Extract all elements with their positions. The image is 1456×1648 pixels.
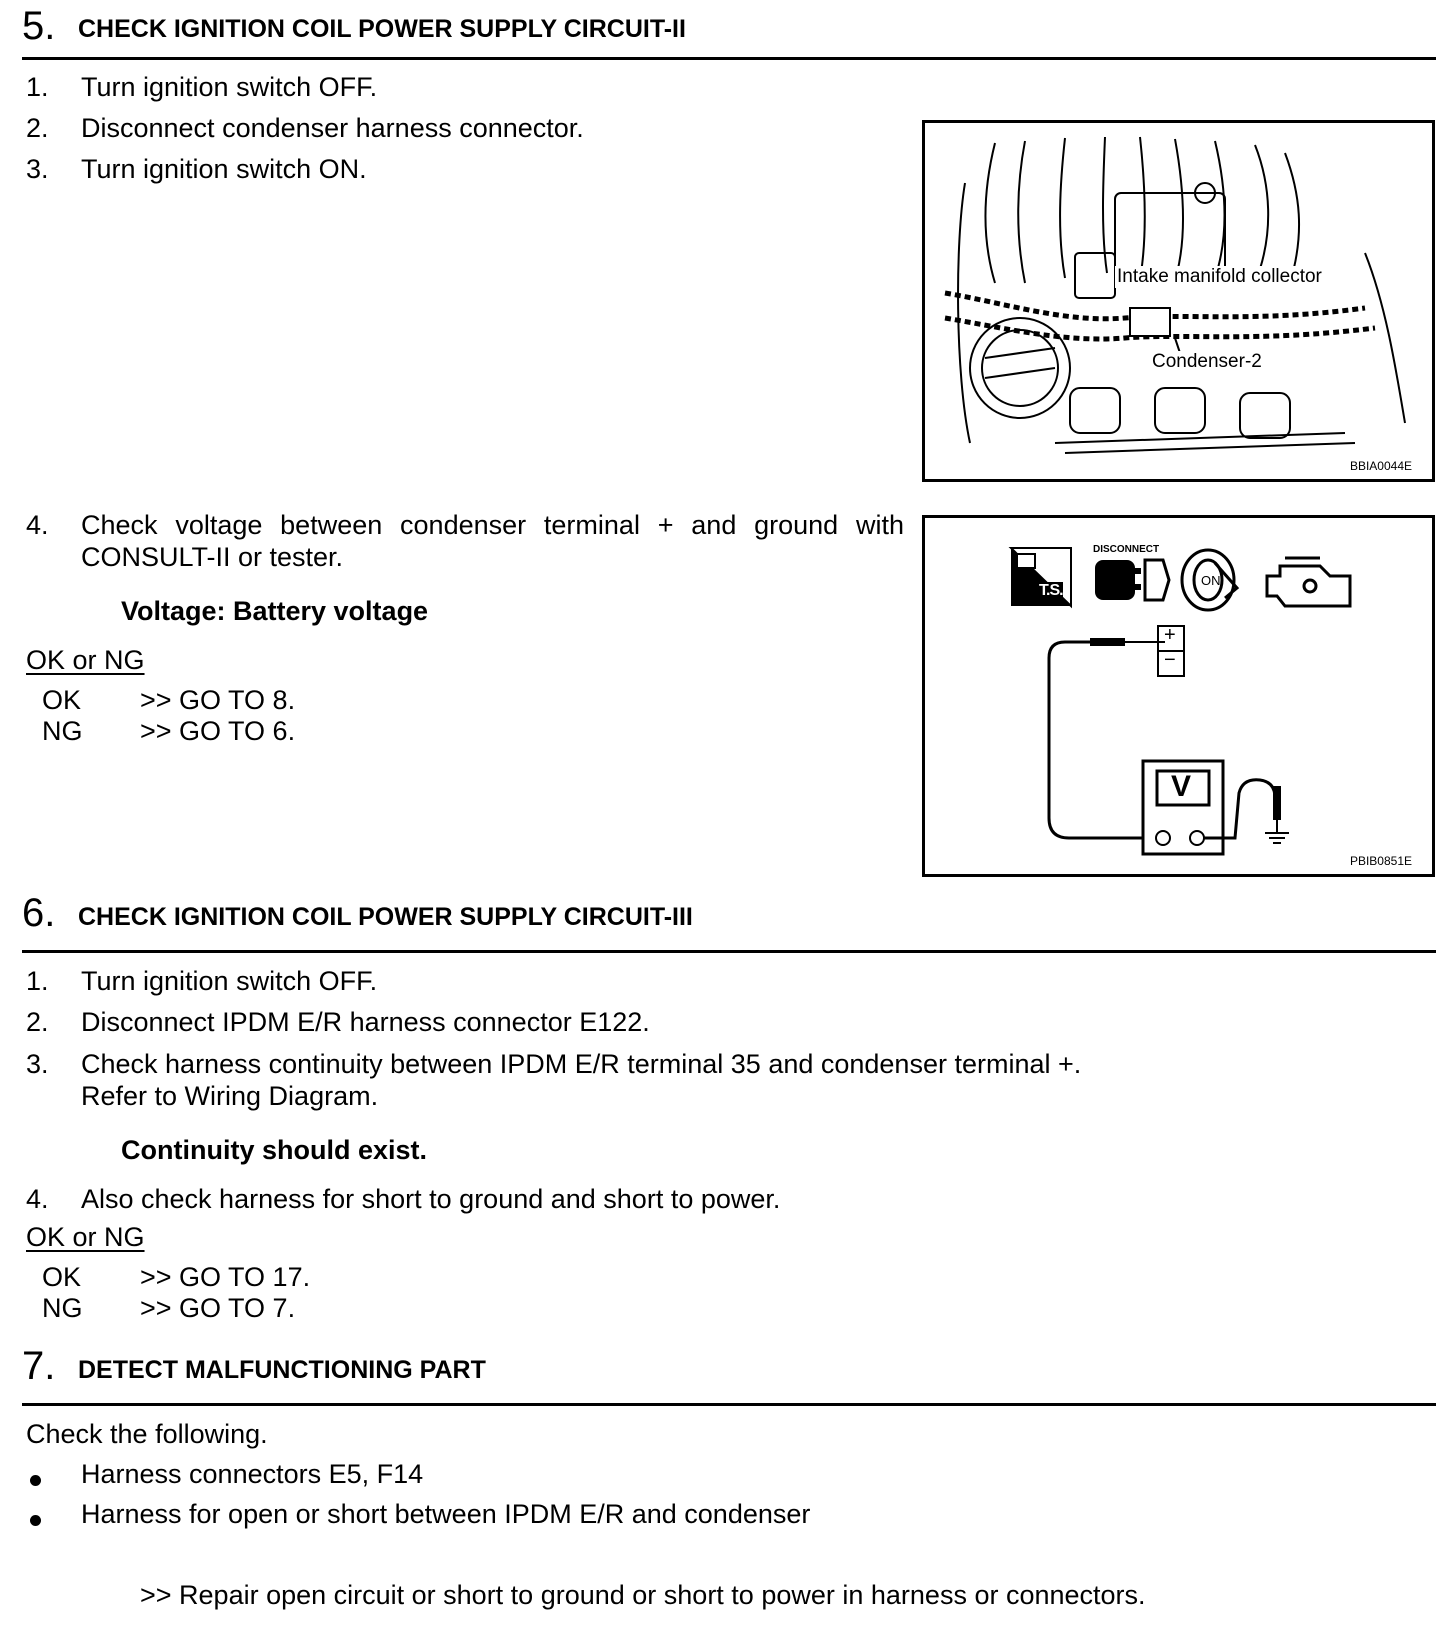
s7-bullet-2: Harness for open or short between IPDM E/R and condenser (81, 1499, 811, 1529)
s6-step-1-num: 1. (26, 966, 49, 996)
voltmeter-v-label: V (1171, 770, 1192, 803)
s5-step-4-line2: CONSULT-II or tester. (81, 542, 344, 572)
s6-step-3-text2: Refer to Wiring Diagram. (81, 1081, 379, 1111)
s5-step-1-text: Turn ignition switch OFF. (81, 72, 378, 102)
voltage-check-drawing (925, 518, 1432, 874)
s5-step-2-num: 2. (26, 113, 49, 143)
voltage-check-figure (922, 515, 1435, 877)
s5-step-4-line1: Check voltage between condenser terminal + and ground with (81, 510, 904, 540)
s5-result-ng-action: >> GO TO 6. (140, 716, 296, 746)
s5-spec: Voltage: Battery voltage (121, 596, 429, 626)
s7-intro: Check the following. (26, 1419, 268, 1449)
s6-step-3-num: 3. (26, 1049, 49, 1079)
ts-icon-label: T.S. (1039, 582, 1063, 599)
section-7-rule (22, 1403, 1436, 1406)
disconnect-icon-label: DISCONNECT (1093, 544, 1160, 555)
disconnect-connector-icon (1095, 560, 1169, 600)
s6-step-2-num: 2. (26, 1007, 49, 1037)
section-6-title: CHECK IGNITION COIL POWER SUPPLY CIRCUIT-III (78, 903, 693, 931)
s6-step-1-text: Turn ignition switch OFF. (81, 966, 378, 996)
s6-result-ok-status: OK (42, 1262, 82, 1292)
engine-drawing (925, 123, 1432, 479)
s6-result-ok-action: >> GO TO 17. (140, 1262, 311, 1292)
s5-step-1-num: 1. (26, 72, 49, 102)
s6-step-4-text: Also check harness for short to ground and short to power. (81, 1184, 781, 1214)
section-6-rule (22, 950, 1436, 953)
label-intake-manifold-collector: Intake manifold collector (1117, 266, 1322, 287)
terminal-minus-label: − (1164, 649, 1176, 671)
s5-step-3-num: 3. (26, 154, 49, 184)
engine-icon (1267, 558, 1350, 606)
s6-result-ng-status: NG (42, 1293, 83, 1323)
bullet-icon (30, 1515, 41, 1526)
section-7-title: DETECT MALFUNCTIONING PART (78, 1356, 486, 1384)
s5-result-ok-action: >> GO TO 8. (140, 685, 296, 715)
engine-illustration-figure (922, 120, 1435, 482)
s5-step-2-text: Disconnect condenser harness connector. (81, 113, 584, 143)
section-7-number: 7. (22, 1344, 56, 1388)
bullet-icon (30, 1475, 41, 1486)
s6-ok-or-ng: OK or NG (26, 1222, 145, 1252)
label-condenser-2: Condenser-2 (1152, 351, 1262, 372)
s5-step-3-text: Turn ignition switch ON. (81, 154, 367, 184)
figure-1-code: BBIA0044E (1349, 459, 1412, 473)
s7-action: >> Repair open circuit or short to ground or short to power in harness or connectors. (140, 1580, 1146, 1610)
key-on-label: ON (1201, 573, 1221, 588)
s7-bullet-1: Harness connectors E5, F14 (81, 1459, 424, 1489)
s5-ok-or-ng: OK or NG (26, 645, 145, 675)
s6-step-3-text: Check harness continuity between IPDM E/R terminal 35 and condenser terminal +. (81, 1049, 1082, 1079)
figure-2-code: PBIB0851E (1349, 854, 1412, 868)
s6-spec: Continuity should exist. (121, 1135, 428, 1165)
s6-step-4-num: 4. (26, 1184, 49, 1214)
s5-result-ok-status: OK (42, 685, 82, 715)
section-5-title: CHECK IGNITION COIL POWER SUPPLY CIRCUIT-II (78, 15, 686, 43)
s6-result-ng-action: >> GO TO 7. (140, 1293, 296, 1323)
section-5-number: 5. (22, 4, 56, 48)
s6-step-2-text: Disconnect IPDM E/R harness connector E122. (81, 1007, 650, 1037)
terminal-plus-label: + (1164, 624, 1176, 646)
section-5-rule (22, 57, 1436, 60)
section-6-number: 6. (22, 891, 56, 935)
s5-result-ng-status: NG (42, 716, 83, 746)
s5-step-4-num: 4. (26, 510, 49, 540)
